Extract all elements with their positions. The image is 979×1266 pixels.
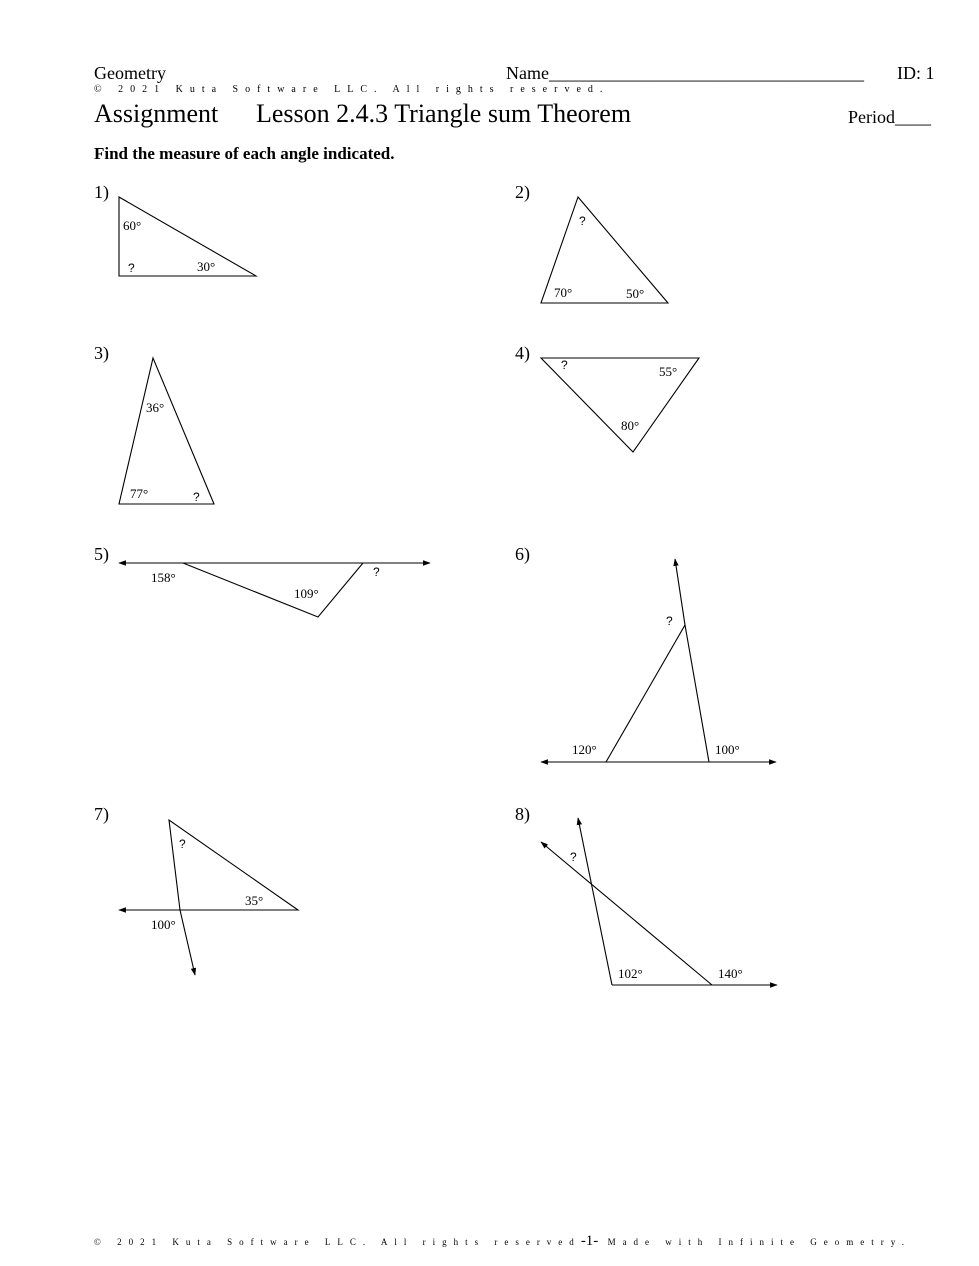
angle-label: 70° (554, 285, 573, 300)
angle-label: 50° (626, 286, 645, 301)
triangle-3 (119, 358, 214, 504)
unknown-angle-label: ? (561, 358, 568, 372)
unknown-angle-label: ? (128, 261, 135, 275)
unknown-angle-label: ? (570, 850, 577, 864)
page-number: -1- (580, 1233, 599, 1249)
footer-copyright: © 2021 Kuta Software LLC. All rights reserved (94, 1237, 581, 1247)
unknown-angle-label: ? (579, 214, 586, 228)
ray-6 (675, 559, 685, 625)
angle-label: 60° (123, 218, 142, 233)
triangle-7 (169, 820, 298, 910)
worksheet-id: ID: 1 (897, 63, 935, 83)
unknown-angle-label: ? (179, 837, 186, 851)
problem-number: 4) (515, 343, 530, 363)
instructions: Find the measure of each angle indicated. (94, 144, 395, 163)
problem-number: 7) (94, 804, 109, 824)
angle-label: 158° (151, 570, 176, 585)
course-name: Geometry (94, 63, 166, 83)
problem-number: 6) (515, 544, 530, 564)
angle-label: 35° (245, 893, 264, 908)
problem-number: 1) (94, 182, 109, 202)
ray-8b (541, 842, 712, 985)
angle-label: 109° (294, 586, 319, 601)
unknown-angle-label: ? (666, 614, 673, 628)
angle-label: 30° (197, 259, 216, 274)
copyright-line: © 2021 Kuta Software LLC. All rights reserved. (94, 84, 610, 95)
unknown-angle-label: ? (373, 565, 380, 579)
problem-number: 3) (94, 343, 109, 363)
angle-label: 55° (659, 364, 678, 379)
angle-label: 36° (146, 400, 165, 415)
footer-made-with: Made with Infinite Geometry. (598, 1237, 911, 1247)
ray-8a (578, 818, 612, 985)
problem-number: 8) (515, 804, 530, 824)
angle-label: 140° (718, 966, 743, 981)
name-field-label: Name___________________________________ (506, 63, 864, 83)
angle-label: 120° (572, 742, 597, 757)
angle-label: 100° (151, 917, 176, 932)
angle-label: 77° (130, 486, 149, 501)
assignment-label: Assignment (94, 99, 219, 128)
ray-7b (180, 910, 195, 975)
triangle-5 (183, 563, 363, 617)
problem-number: 5) (94, 544, 109, 564)
angle-label: 80° (621, 418, 640, 433)
angle-label: 102° (618, 966, 643, 981)
triangle-6 (606, 625, 709, 762)
page-title: Lesson 2.4.3 Triangle sum Theorem (256, 99, 632, 128)
angle-label: 100° (715, 742, 740, 757)
problem-number: 2) (515, 182, 530, 202)
triangle-1 (119, 197, 256, 276)
footer (94, 1233, 911, 1250)
unknown-angle-label: ? (193, 490, 200, 504)
period-field: Period____ (848, 107, 931, 127)
